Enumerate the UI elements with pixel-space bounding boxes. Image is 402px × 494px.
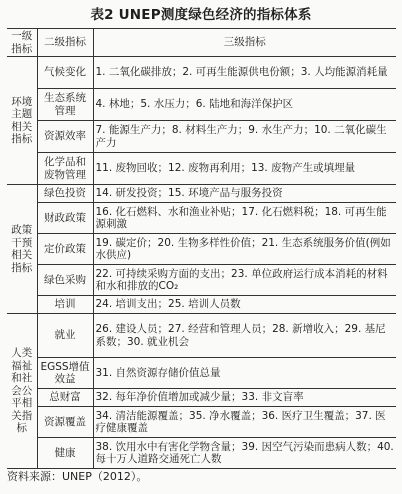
level2-cell: EGSS增值效益 [37, 358, 93, 389]
table-row [7, 185, 396, 203]
table-row [7, 121, 396, 153]
level2-cell: 资源效率 [37, 121, 93, 153]
level2-cell: 资源覆盖 [37, 407, 93, 438]
level2-cell: 培训 [37, 296, 93, 314]
level1-category: 人类福祉和社会公平相关指标 [7, 314, 37, 469]
table-row [7, 265, 396, 296]
table-header-row [7, 29, 396, 57]
table-row [7, 438, 396, 469]
table-row [7, 234, 396, 265]
level3-cell: 4. 林地；5. 水压力；6. 陆地和海洋保护区 [93, 89, 396, 121]
level3-cell: 16. 化石燃料、水和渔业补贴；17. 化石燃料税；18. 可再生能源刺激 [93, 203, 396, 234]
level2-cell: 气候变化 [37, 57, 93, 89]
table-row [7, 407, 396, 438]
level2-cell: 总财富 [37, 389, 93, 407]
level1-category: 环境主题相关指标 [7, 57, 37, 185]
level2-cell: 就业 [37, 314, 93, 358]
level3-cell: 34. 清洁能源覆盖；35. 净水覆盖；36. 医疗卫生覆盖；37. 医疗健康覆盖 [93, 407, 396, 438]
level2-cell: 绿色采购 [37, 265, 93, 296]
level3-cell: 26. 建设人员；27. 经营和管理人员；28. 新增收入；29. 基尼系数；30. 就业机会 [93, 314, 396, 358]
level3-cell: 24. 培训支出；25. 培训人员数 [93, 296, 396, 314]
level3-cell: 1. 二氧化碳排放；2. 可再生能源供电份额；3. 人均能源消耗量 [93, 57, 396, 89]
level2-cell: 生态系统管理 [37, 89, 93, 121]
header-level3: 三级指标 [93, 29, 396, 57]
table-row [7, 389, 396, 407]
level3-cell: 11. 废物回收；12. 废物再利用；13. 废物产生或填埋量 [93, 153, 396, 185]
level3-cell: 22. 可持续采购方面的支出；23. 单位政府运行成本消耗的材料和水和排放的CO₂ [93, 265, 396, 296]
level3-cell: 31. 自然资源存储价值总量 [93, 358, 396, 389]
level2-cell: 绿色投资 [37, 185, 93, 203]
table-row [7, 358, 396, 389]
level3-cell: 19. 碳定价；20. 生物多样性价值；21. 生态系统服务价值(例如水供应) [93, 234, 396, 265]
header-level1: 一级指标 [7, 29, 37, 57]
indicator-table [7, 28, 396, 469]
level2-cell: 财政政策 [37, 203, 93, 234]
level3-cell: 38. 饮用水中有害化学物含量；39. 因空气污染而患病人数；40. 每十万人道路交通死亡人数 [93, 438, 396, 469]
level3-cell: 14. 研发投资；15. 环境产品与服务投资 [93, 185, 396, 203]
table-row [7, 314, 396, 358]
table-row [7, 203, 396, 234]
level3-cell: 7. 能源生产力；8. 材料生产力；9. 水生产力；10. 二氧化碳生产力 [93, 121, 396, 153]
level2-cell: 定价政策 [37, 234, 93, 265]
level2-cell: 化学品和废物管理 [37, 153, 93, 185]
level3-cell: 32. 每年净价值增加或减少量；33. 非文盲率 [93, 389, 396, 407]
header-level2: 二级指标 [37, 29, 93, 57]
table-row [7, 89, 396, 121]
level1-category: 政策干预相关指标 [7, 185, 37, 314]
table-title: 表2 UNEP测度绿色经济的指标体系 [90, 7, 312, 23]
source-note: 资料来源：UNEP（2012）。 [7, 470, 148, 483]
level2-cell: 健康 [37, 438, 93, 469]
table-row [7, 296, 396, 314]
table-row [7, 153, 396, 185]
table-row [7, 57, 396, 89]
